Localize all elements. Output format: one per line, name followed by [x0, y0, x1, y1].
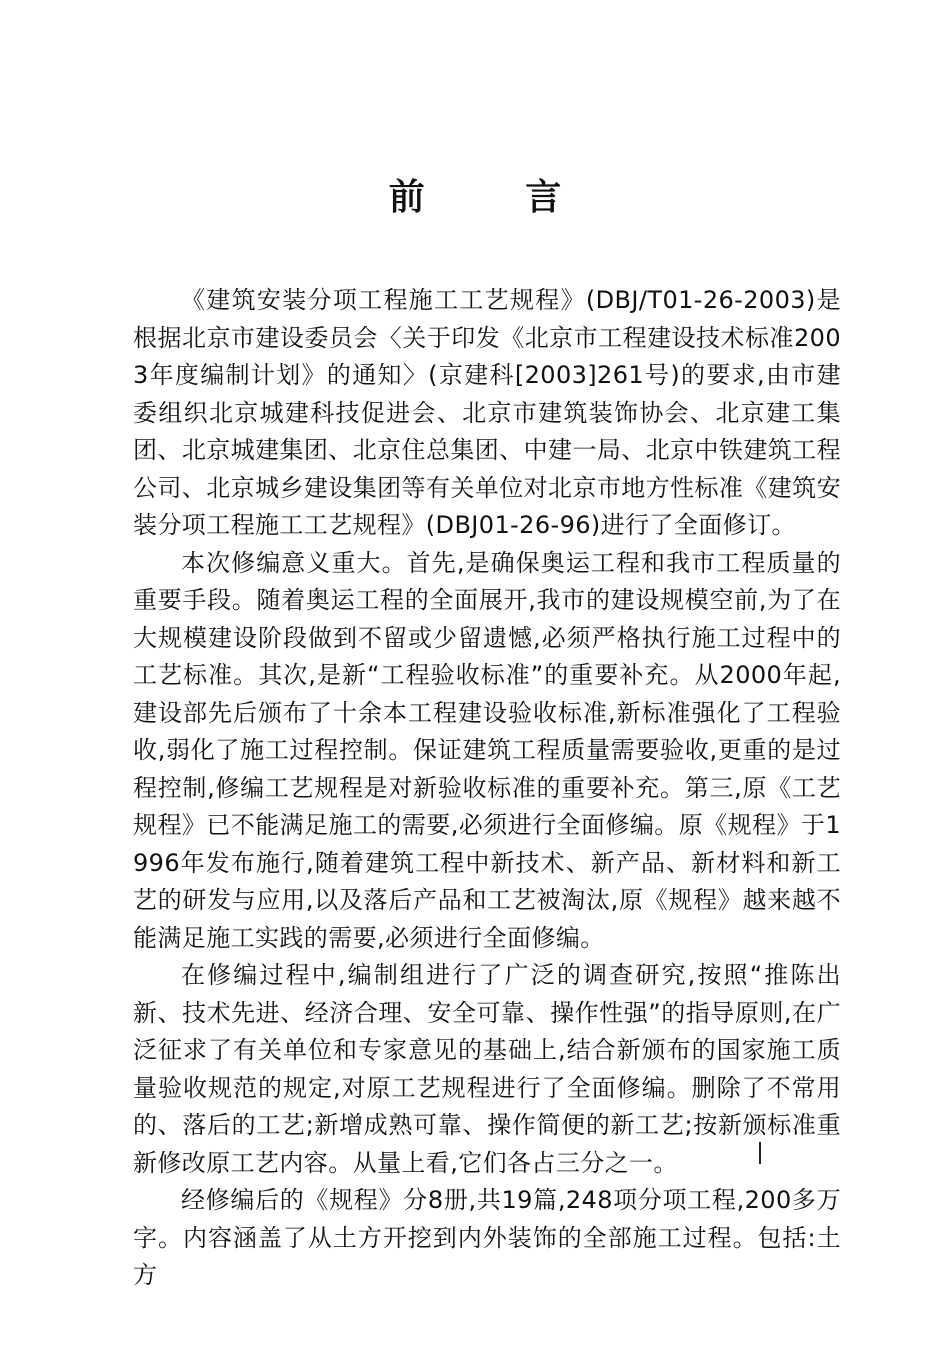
page-title: 前 言: [388, 177, 606, 218]
paragraph-1: 《建筑安装分项工程施工工艺规程》(DBJ/T01-26-2003)是根据北京市建设委员会〈关于印发《北京市工程建设技术标准2003年度编制计划》的通知〉(京建科[2003]261号)的要求,由市建委组织北京城建科技促进会、北京市建筑装饰协会、北京建工集团、北京城建集团、北京住总集团、中建一局、北京中铁建筑工程公司、北京城乡建设集团等有关单位对北京市地方性标准《建筑安装分项工程施工工艺规程》(DBJ01-26-96)进行了全面修订。: [133, 286, 841, 539]
stray-mark: [759, 1142, 761, 1164]
paragraph-2: 本次修编意义重大。首先,是确保奥运工程和我市工程质量的重要手段。随着奥运工程的全面展开,我市的建设规模空前,为了在大规模建设阶段做到不留或少留遗憾,必须严格执行施工过程中的工艺标准。其次,是新“工程验收标准”的重要补充。从2000年起,建设部先后颁布了十余本工程建设验收标准,新标准强化了工程验收,弱化了施工过程控制。保证建筑工程质量需要验收,更重的是过程控制,修编工艺规程是对新验收标准的重要补充。第三,原《工艺规程》已不能满足施工的需要,必须进行全面修编。原《规程》于1996年发布施行,随着建筑工程中新技术、新产品、新材料和新工艺的研发与应用,以及落后产品和工艺被淘汰,原《规程》越来越不能满足施工实践的需要,必须进行全面修编。: [133, 548, 841, 952]
paragraph-4: 经修编后的《规程》分8册,共19篇,248项分项工程,200多万字。内容涵盖了从土方开挖到内外装饰的全部施工过程。包括:土方: [133, 1186, 841, 1289]
body-text: [133, 282, 841, 1295]
paragraph-3: 在修编过程中,编制组进行了广泛的调查研究,按照“推陈出新、技术先进、经济合理、安全可靠、操作性强”的指导原则,在广泛征求了有关单位和专家意见的基础上,结合新颁布的国家施工质量验收规范的规定,对原工艺规程进行了全面修编。删除了不常用的、落后的工艺;新增成熟可靠、操作简便的新工艺;按新颁标准重新修改原工艺内容。从量上看,它们各占三分之一。: [133, 961, 841, 1177]
